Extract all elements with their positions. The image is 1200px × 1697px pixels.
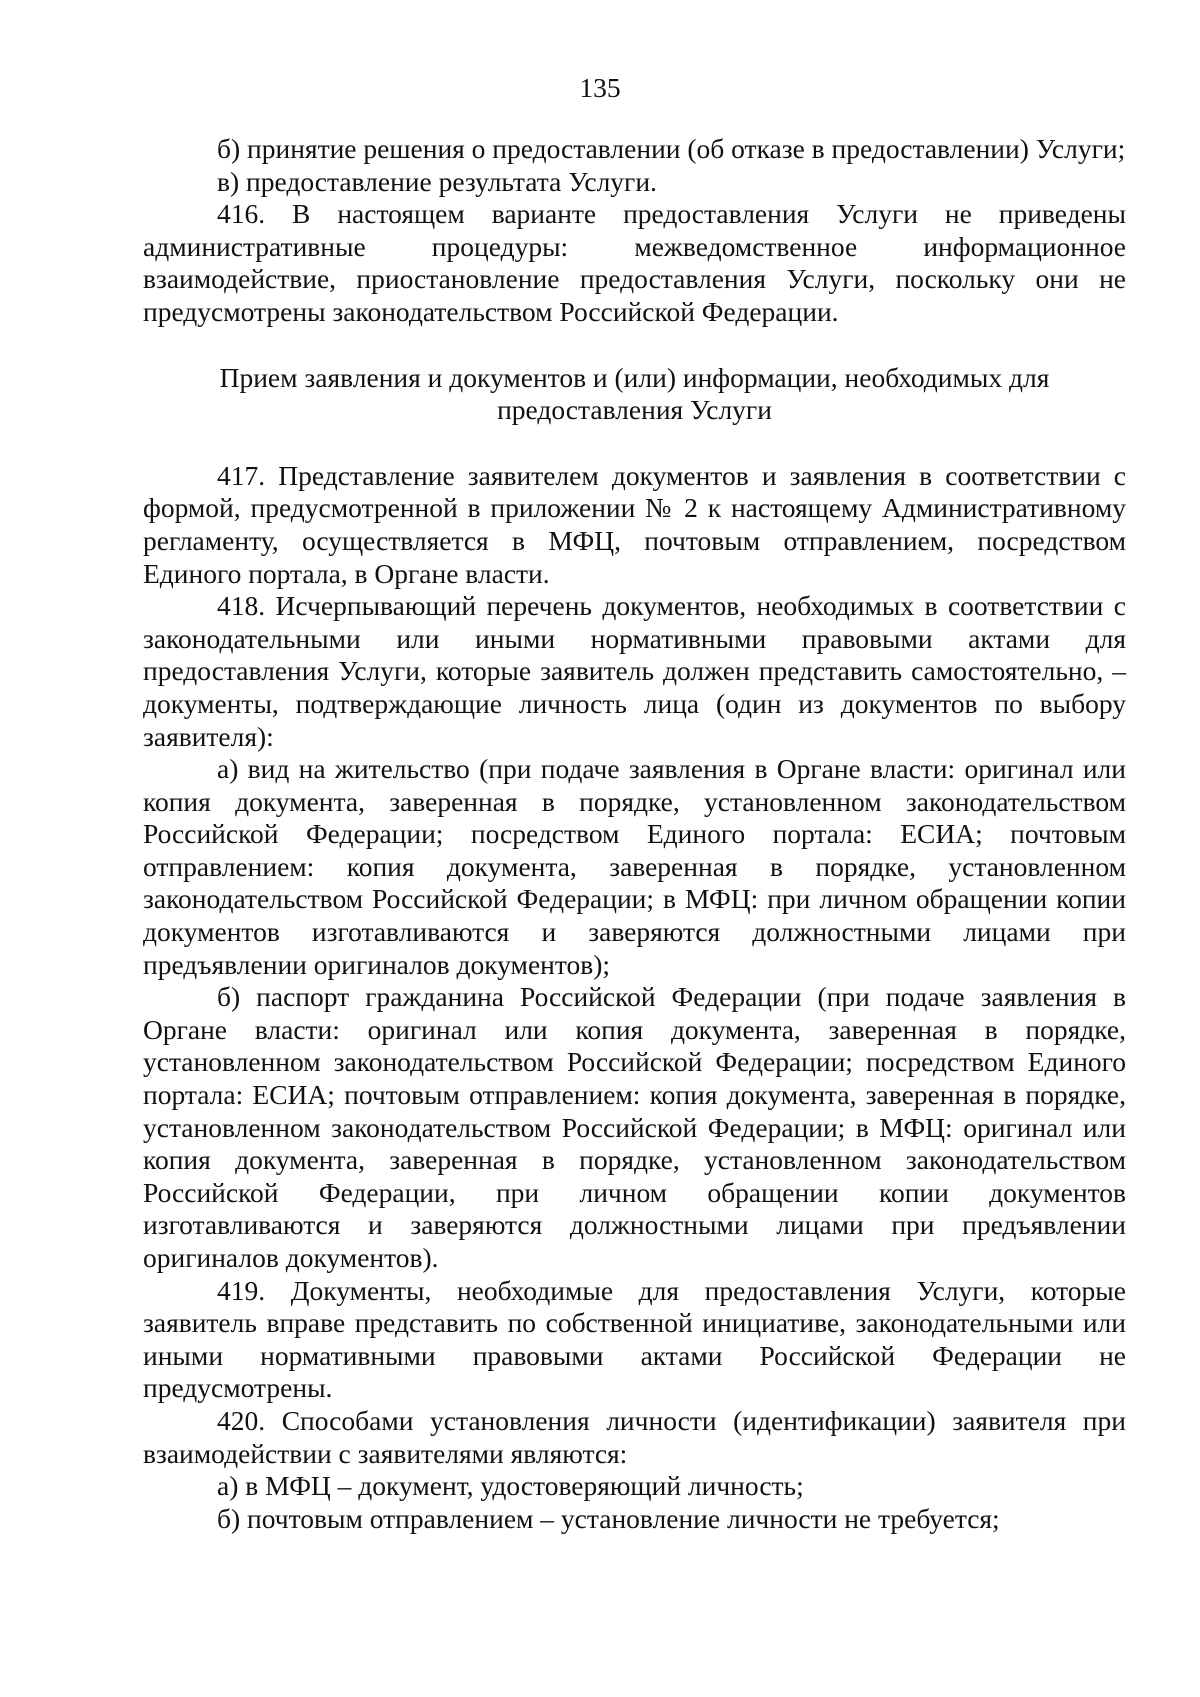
paragraph-416: 416. В настоящем варианте предоставления Услуги не приведены административные процедуры: межведомственное информационное взаимодействие, приостановление предоставления Услуги, поскольку они не предусмотрены законодательством Российской Федерации.	[143, 198, 1126, 327]
paragraph-item-v-result: в) предоставление результата Услуги.	[217, 165, 657, 197]
paragraph-420-item-b: б) почтовым отправлением – установление личности не требуется;	[217, 1502, 1000, 1534]
section-heading-line-1: Прием заявления и документов и (или) информации, необходимых для	[219, 361, 1050, 393]
paragraph-418-item-a: а) вид на жительство (при подаче заявления в Органе власти: оригинал или копия документа, заверенная в порядке, установленном законодательством Российской Федерации; посредством Единого портала: ЕСИА; почтовым отправлением: копия документа, заверенная в порядке, установленном законодательством Российской Федерации; в МФЦ: при личном обращении копии документов изготавливаются и заверяются должностными лицами при предъявлении оригиналов документов);	[143, 753, 1126, 980]
paragraph-417: 417. Представление заявителем документов и заявления в соответствии с формой, предусмотренной в приложении № 2 к настоящему Административному регламенту, осуществляется в МФЦ, почтовым отправлением, посредством Единого портала, в Органе власти.	[143, 459, 1126, 589]
paragraph-418: 418. Исчерпывающий перечень документов, необходимых в соответствии с законодательными или иными нормативными правовыми актами для предоставления Услуги, которые заявитель должен представить самостоятельно, – документы, подтверждающие личность лица (один из документов по выбору заявителя):	[143, 590, 1126, 752]
section-heading-line-2: предоставления Услуги	[497, 394, 772, 426]
paragraph-item-b-decision: б) принятие решения о предоставлении (об отказе в предоставлении) Услуги;	[217, 133, 1126, 164]
paragraph-420-item-a: а) в МФЦ – документ, удостоверяющий личность;	[217, 1470, 804, 1502]
paragraph-418-item-b: б) паспорт гражданина Российской Федерации (при подаче заявления в Органе власти: оригинал или копия документа, заверенная в порядке, установленном законодательством Российской Федерации; посредством Единого портала: ЕСИА; почтовым отправлением: копия документа, заверенная в порядке, установленном законодательством Российской Федерации; в МФЦ: оригинал или копия документа, заверенная в порядке, установленном законодательством Российской Федерации, при личном обращении копии документов изготавливаются и заверяются должностными лицами при предъявлении оригиналов документов).	[143, 981, 1126, 1273]
section-heading	[143, 362, 1126, 427]
paragraph-419: 419. Документы, необходимые для предоставления Услуги, которые заявитель вправе представить по собственной инициативе, законодательными или иными нормативными правовыми актами Российской Федерации не предусмотрены.	[143, 1274, 1126, 1404]
page-number: 135	[579, 72, 621, 103]
document-body	[143, 133, 1126, 1535]
paragraph-420: 420. Способами установления личности (идентификации) заявителя при взаимодействии с заявителями являются:	[143, 1404, 1126, 1469]
